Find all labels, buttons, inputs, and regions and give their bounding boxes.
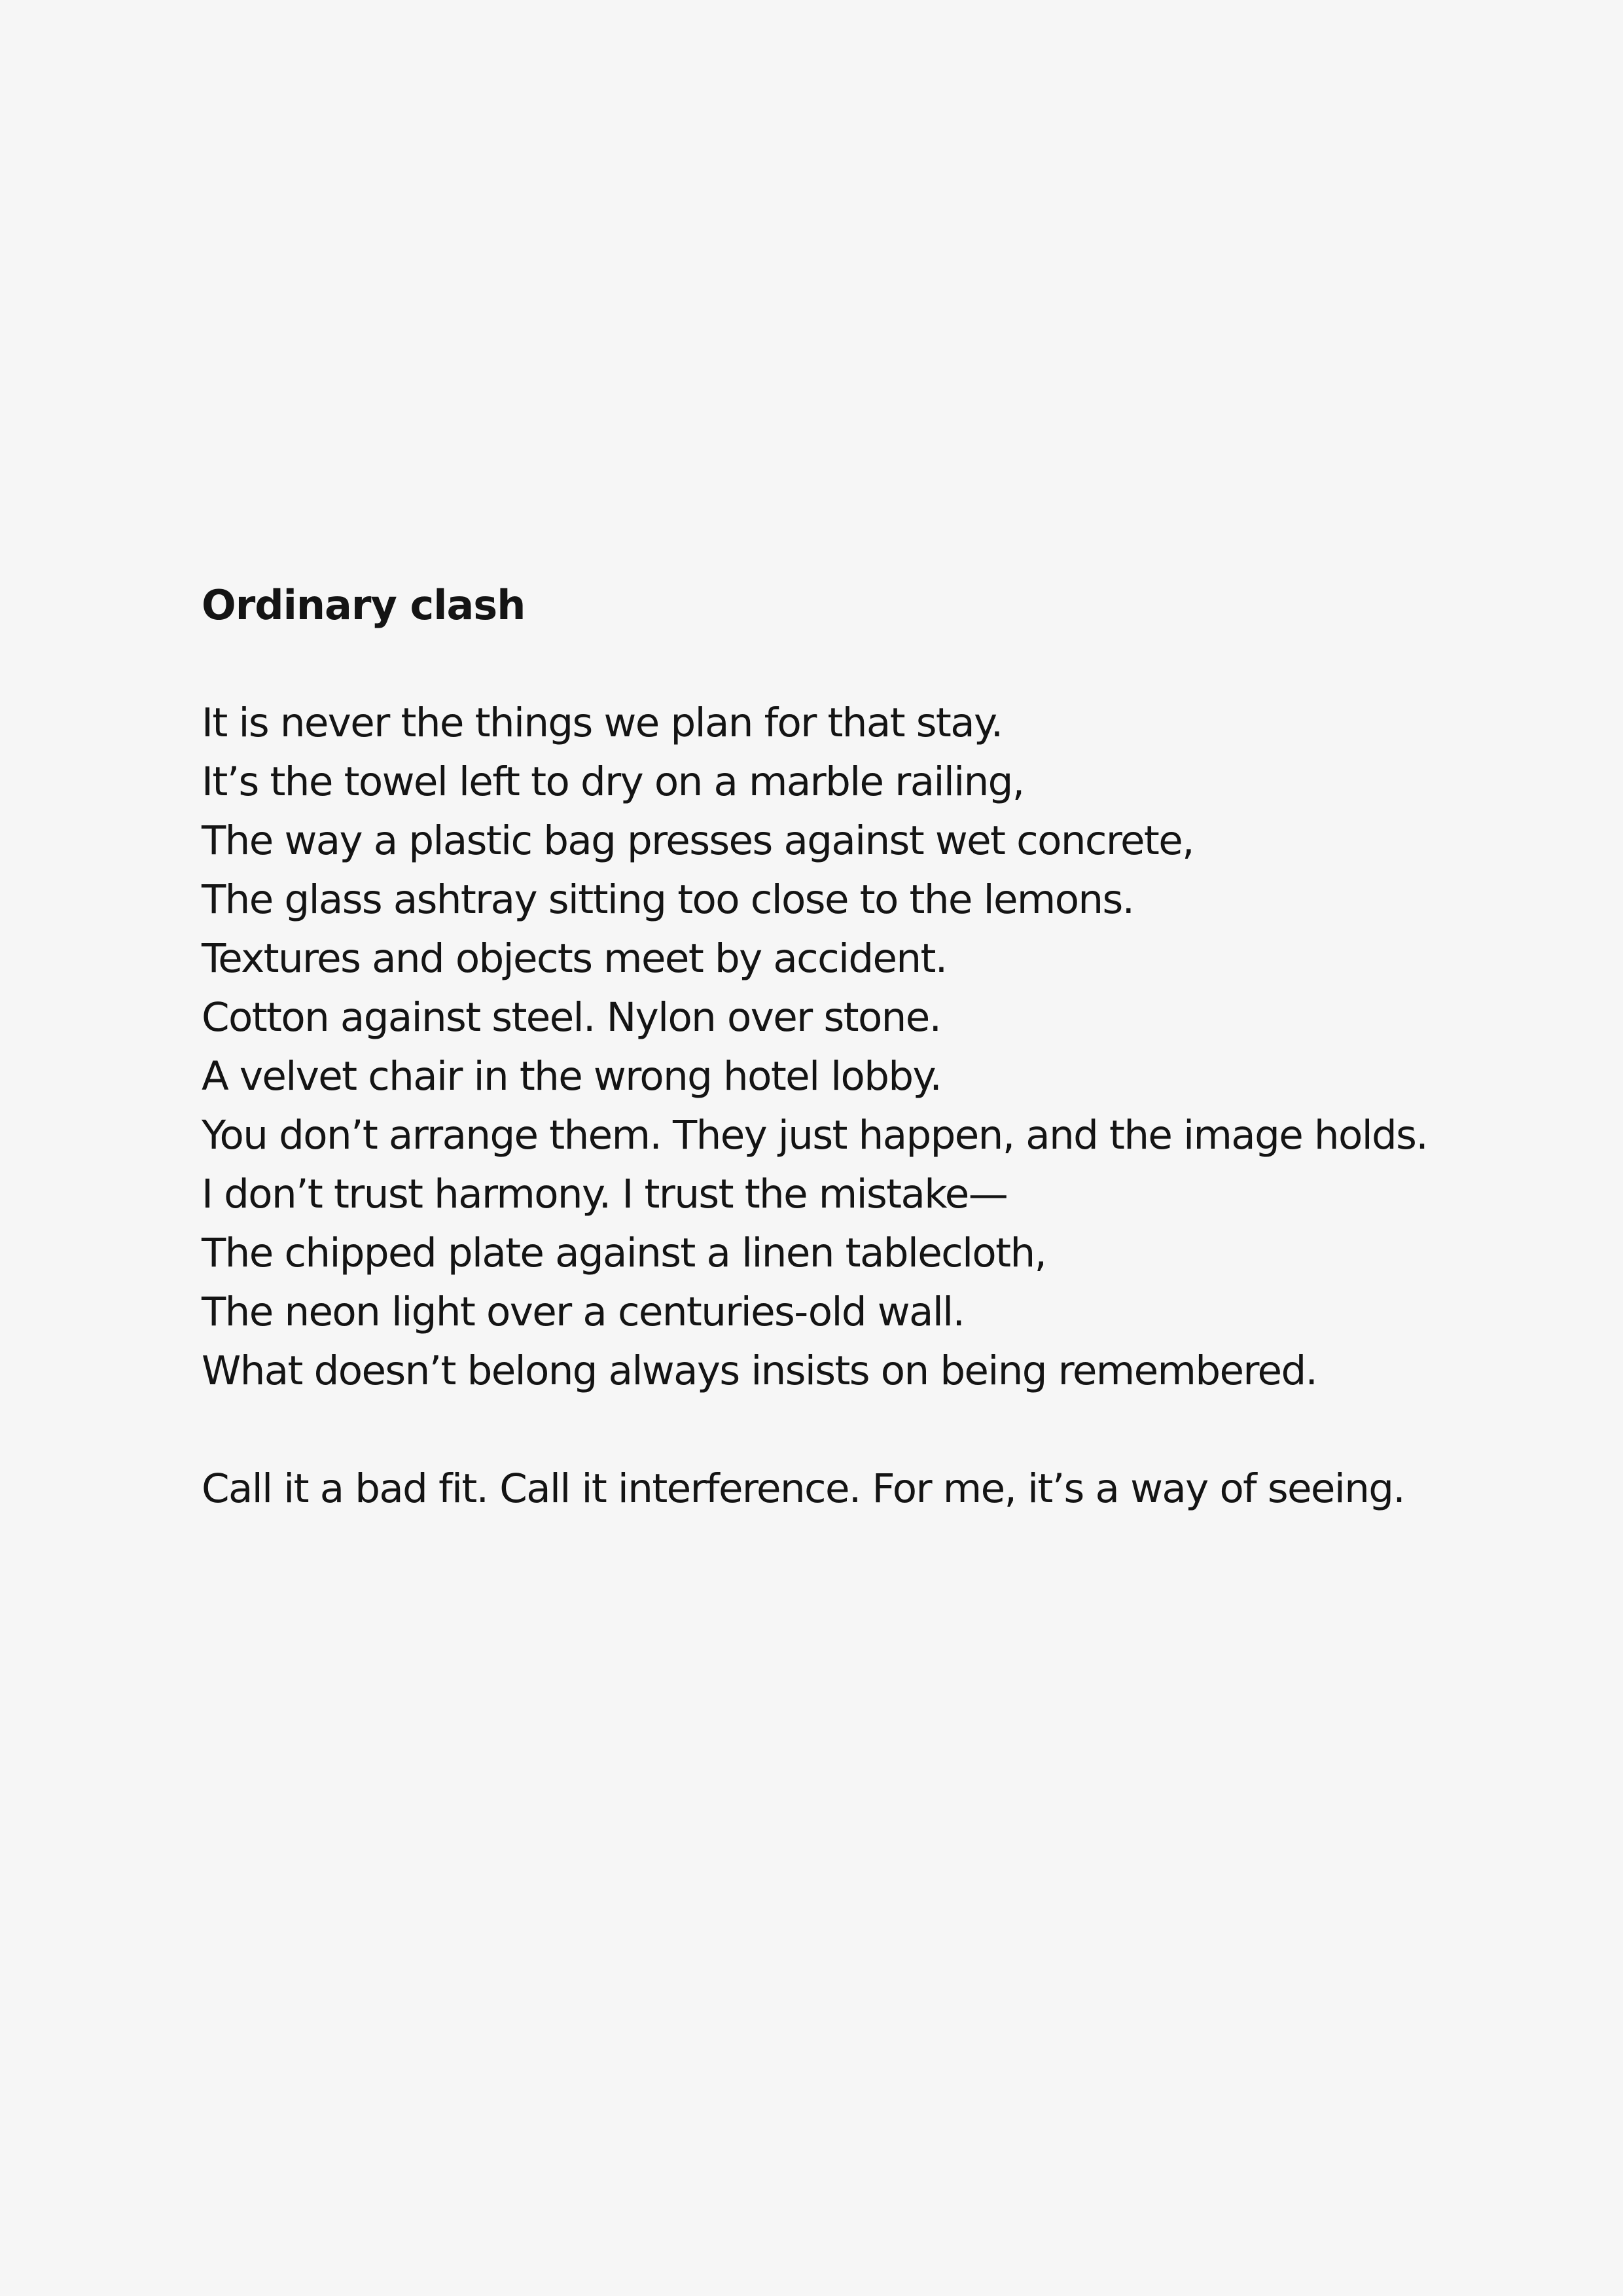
poem-line: The glass ashtray sitting too close to the lemons. (202, 876, 1134, 923)
poem-line: The chipped plate against a linen tablecloth, (202, 1230, 1046, 1276)
poem-line: I don’t trust harmony. I trust the mistake— (202, 1171, 1008, 1217)
poem-title: Ordinary clash (202, 581, 526, 629)
poem (202, 576, 1576, 1518)
poem-line: It is never the things we plan for that stay. (202, 700, 1003, 746)
poem-line: The neon light over a centuries-old wall. (202, 1289, 965, 1335)
poem-line: A velvet chair in the wrong hotel lobby. (202, 1053, 942, 1100)
poem-line: What doesn’t belong always insists on being remembered. (202, 1348, 1317, 1394)
poem-line: The way a plastic bag presses against wet concrete, (202, 817, 1194, 864)
poem-line: Call it a bad fit. Call it interference. For me, it’s a way of seeing. (202, 1465, 1405, 1512)
stanza-1 (202, 694, 1576, 1401)
poem-line: You don’t arrange them. They just happen, and the image holds. (202, 1112, 1428, 1158)
poem-line: Textures and objects meet by accident. (202, 935, 947, 982)
poem-line: Cotton against steel. Nylon over stone. (202, 994, 941, 1041)
stanza-2 (202, 1460, 1576, 1518)
poem-line: It’s the towel left to dry on a marble railing, (202, 759, 1024, 805)
